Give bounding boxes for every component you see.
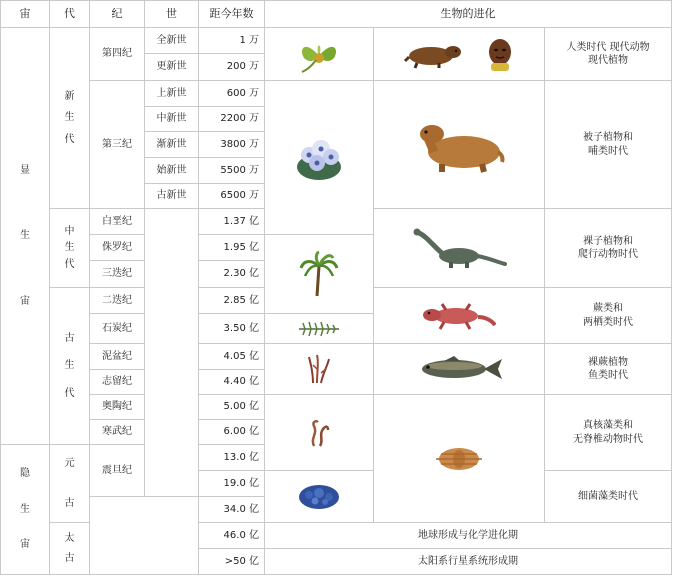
time-cell: 5.00 亿 xyxy=(198,394,265,420)
plant-cell-tertiary xyxy=(264,80,374,235)
header-era: 代 xyxy=(49,0,90,28)
time-cell: 2.85 亿 xyxy=(198,287,265,314)
age-label-reptile: 裸子植物和 爬行动物时代 xyxy=(544,208,672,288)
era-mesozoic: 中 生 代 xyxy=(49,208,90,288)
header-epoch: 世 xyxy=(144,0,199,28)
plant-cell-proterozoic xyxy=(264,470,374,523)
time-cell: 1.37 亿 xyxy=(198,208,265,235)
age-label-amphibian: 蕨类和 两栖类时代 xyxy=(544,287,672,344)
time-cell: 1 万 xyxy=(198,27,265,54)
period-cretaceous: 白垩纪 xyxy=(89,208,145,235)
time-cell: 1.95 亿 xyxy=(198,234,265,261)
flower-icon xyxy=(293,133,345,183)
time-cell: 46.0 亿 xyxy=(198,522,265,549)
amphibian-icon xyxy=(422,301,496,331)
time-cell: 3800 万 xyxy=(198,131,265,158)
time-cell: 6.00 亿 xyxy=(198,419,265,445)
animal-cell-quaternary xyxy=(373,27,545,81)
age-label-human: 人类时代 现代动物 现代植物 xyxy=(544,27,672,81)
time-cell: 6500 万 xyxy=(198,183,265,209)
period-quaternary: 第四纪 xyxy=(89,27,145,81)
animal-cell-tertiary xyxy=(373,80,545,209)
orchid-icon xyxy=(296,34,342,74)
period-silurian: 志留纪 xyxy=(89,369,145,395)
time-cell: 19.0 亿 xyxy=(198,470,265,497)
age-label-fish: 裸蕨植物 鱼类时代 xyxy=(544,343,672,395)
time-cell: >50 亿 xyxy=(198,548,265,575)
algae-icon xyxy=(306,418,332,448)
time-cell: 600 万 xyxy=(198,80,265,107)
period-devonian: 泥盆纪 xyxy=(89,343,145,370)
beast-icon xyxy=(412,116,506,174)
animal-cell-early-paleozoic xyxy=(373,394,545,523)
period-jurassic: 侏罗纪 xyxy=(89,234,145,261)
early-plant-icon xyxy=(305,353,333,385)
human-face-icon xyxy=(485,37,515,71)
epoch-miocene: 中新世 xyxy=(144,106,199,132)
age-label-invertebrate: 真核藻类和 无脊椎动物时代 xyxy=(544,394,672,471)
period-empty xyxy=(89,496,199,575)
header-period: 纪 xyxy=(89,0,145,28)
dinosaur-icon xyxy=(411,228,507,268)
eon-phanerozoic: 显 生 宙 xyxy=(0,27,50,445)
plant-cell-mesozoic xyxy=(264,234,374,314)
age-label-bacteria: 细菌藻类时代 xyxy=(544,470,672,523)
period-cambrian: 寒武纪 xyxy=(89,419,145,445)
header-life: 生物的进化 xyxy=(264,0,672,28)
period-tertiary: 第三纪 xyxy=(89,80,145,209)
animal-cell-mesozoic xyxy=(373,208,545,288)
header-eon: 宙 xyxy=(0,0,50,28)
time-cell: 5500 万 xyxy=(198,157,265,184)
time-cell: 34.0 亿 xyxy=(198,496,265,523)
header-time: 距今年数 xyxy=(198,0,265,28)
eon-cryptozoic: 隐 生 宙 xyxy=(0,444,50,575)
era-cenozoic: 新 生 代 xyxy=(49,27,90,209)
age-label-solar: 太阳系行星系统形成期 xyxy=(264,548,672,575)
epoch-paleocene: 古新世 xyxy=(144,183,199,209)
fern-icon xyxy=(297,320,341,338)
time-cell: 13.0 亿 xyxy=(198,444,265,471)
mammal-icon xyxy=(403,39,465,69)
epoch-pliocene: 上新世 xyxy=(144,80,199,107)
plant-cell-devonian xyxy=(264,343,374,395)
epoch-pleistocene: 更新世 xyxy=(144,53,199,81)
period-sinian: 震旦纪 xyxy=(89,444,145,497)
epoch-empty xyxy=(144,208,199,497)
plant-cell-quaternary xyxy=(264,27,374,81)
time-cell: 2.30 亿 xyxy=(198,260,265,288)
time-cell: 4.40 亿 xyxy=(198,369,265,395)
plant-cell-carboniferous xyxy=(264,313,374,344)
epoch-holocene: 全新世 xyxy=(144,27,199,54)
epoch-oligocene: 渐新世 xyxy=(144,131,199,158)
trilobite-icon xyxy=(436,444,482,474)
time-cell: 200 万 xyxy=(198,53,265,81)
time-cell: 4.05 亿 xyxy=(198,343,265,370)
period-ordovician: 奥陶纪 xyxy=(89,394,145,420)
age-label-chemical: 地球形成与化学进化期 xyxy=(264,522,672,549)
era-paleozoic: 古 生 代 xyxy=(49,287,90,445)
time-cell: 3.50 亿 xyxy=(198,313,265,344)
animal-cell-devonian xyxy=(373,343,545,395)
animal-cell-late-paleozoic xyxy=(373,287,545,344)
time-cell: 2200 万 xyxy=(198,106,265,132)
epoch-eocene: 始新世 xyxy=(144,157,199,184)
period-permian: 二迭纪 xyxy=(89,287,145,314)
period-carboniferous: 石炭纪 xyxy=(89,313,145,344)
age-label-mammal: 被子植物和 哺类时代 xyxy=(544,80,672,209)
stromatolite-icon xyxy=(297,483,341,511)
period-triassic: 三迭纪 xyxy=(89,260,145,288)
era-proterozoic: 元 古 xyxy=(49,444,90,523)
plant-cell-cambrian xyxy=(264,394,374,471)
era-archean: 太 古 xyxy=(49,522,90,575)
fish-icon xyxy=(414,355,504,383)
palm-icon xyxy=(299,250,339,298)
